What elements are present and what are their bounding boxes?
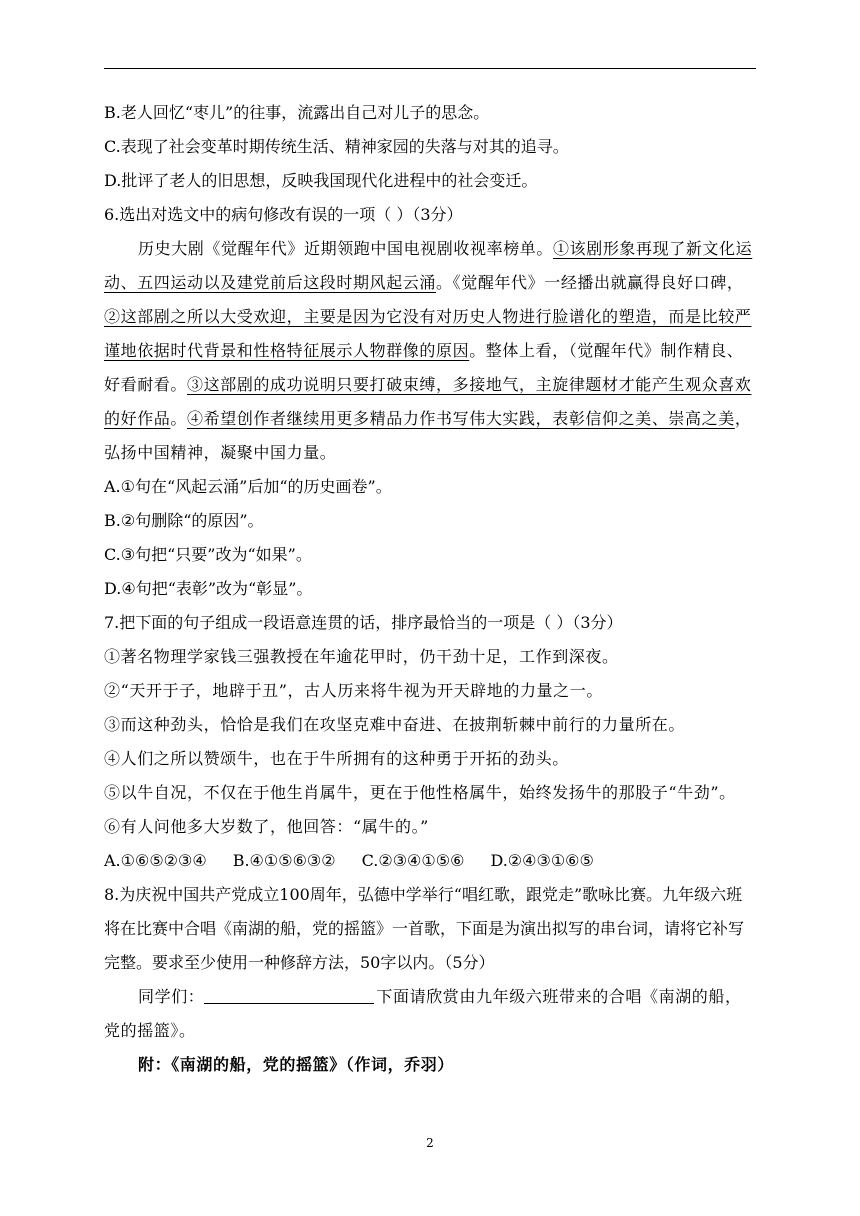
q6-option-c: C.③句把“只要”改为“如果”。 xyxy=(104,545,312,564)
q8-fill-line xyxy=(104,980,756,1048)
sentence-2: ②这部剧之所以大受欢迎，主要是因为它没有对历史人物进行脸谱化的塑造，而是比较严谨地依据时代背景和性格特征展示人物群像的原因 xyxy=(104,307,752,360)
q7-option-a: A.①⑥⑤②③④ xyxy=(104,851,207,870)
q8-suffix: 下面请欣赏由九年级六班带来的合唱《南湖的船，党的摇篮》。 xyxy=(104,987,742,1040)
passage-text: ，弘扬中国精神，凝聚中国力量。 xyxy=(104,409,752,462)
sentence-1: ①该剧形象再现了新文化运动、五四运动以及建党前后这段时期风起云涌 xyxy=(104,239,753,292)
q7-sentence-4: ④人们之所以赞颂牛，也在于牛所拥有的这种勇于开拓的劲头。 xyxy=(104,749,569,768)
document-body xyxy=(104,96,756,1082)
q7-sentence-1: ①著名物理学家钱三强教授在年逾花甲时，仍干劲十足，工作到深夜。 xyxy=(104,647,619,666)
answer-blank[interactable] xyxy=(204,985,374,1004)
q6-stem: 6.选出对选文中的病句修改有误的一项（ ）（3分） xyxy=(104,205,463,224)
q7-sentence-6: ⑥有人问他多大岁数了，他回答：“属牛的。” xyxy=(104,817,429,836)
q6-option-a: A.①句在“风起云涌”后加“的历史画卷”。 xyxy=(104,477,392,496)
passage-text: 历史大剧《觉醒年代》近期领跑中国电视剧收视率榜单。 xyxy=(138,239,554,258)
q6-option-d: D.④句把“表彰”改为“彰显”。 xyxy=(104,579,313,598)
q6-option-b: B.②句删除“的原因”。 xyxy=(104,511,264,530)
q7-sentence-3: ③而这种劲头，恰恰是我们在攻坚克难中奋进、在披荆斩棘中前行的力量所在。 xyxy=(104,715,686,734)
q6-passage xyxy=(104,232,756,470)
q7-sentence-5: ⑤以牛自况，不仅在于他生肖属牛，更在于他性格属牛，始终发扬牛的那股子“牛劲”。 xyxy=(104,783,736,802)
q5-option-b: B.老人回忆“枣儿”的往事，流露出自己对儿子的思念。 xyxy=(104,103,490,122)
q7-sentence-2: ②“天开于子，地辟于丑”，古人历来将牛视为开天辟地的力量之一。 xyxy=(104,681,603,700)
header-rule xyxy=(104,68,756,69)
passage-text: 。 xyxy=(170,409,188,428)
sentence-4: ④希望创作者继续用更多精品力作书写伟大实践，表彰信仰之美、崇高之美 xyxy=(187,409,735,428)
q7-options xyxy=(104,844,756,878)
q8-prefix: 同学们： xyxy=(138,987,205,1006)
q5-option-c: C.表现了社会变革时期传统生活、精神家园的失落与对其的追寻。 xyxy=(104,137,569,156)
sentence-3: ③这部剧的成功说明只要打破束缚，多接地气，主旋律题材才能产生观众喜欢的好作品 xyxy=(104,375,752,428)
q8-appendix: 附：《南湖的船，党的摇篮》（作词，乔羽） xyxy=(138,1055,455,1074)
passage-text: 。整体上看，（觉醒年代》制作精良、好看耐看。 xyxy=(104,341,744,394)
q7-stem: 7.把下面的句子组成一段语意连贯的话，排序最恰当的一项是（ ）（3分） xyxy=(104,613,623,632)
q7-option-c: C.②③④①⑤⑥ xyxy=(361,851,465,870)
q7-option-b: B.④①⑤⑥③② xyxy=(232,851,336,870)
q5-option-d: D.批评了老人的旧思想，反映我国现代化进程中的社会变迁。 xyxy=(104,171,538,190)
page-number: 2 xyxy=(426,1136,434,1150)
passage-text: 。《觉醒年代》一经播出就赢得良好口碑， xyxy=(436,273,744,292)
q7-option-d: D.②④③①⑥⑤ xyxy=(490,851,594,870)
q8-stem: 8.为庆祝中国共产党成立100周年，弘德中学举行“唱红歌，跟党走”歌咏比赛。九年级六班将在比赛中合唱《南湖的船，党的摇篮》一首歌，下面是为演出拟写的串台词，请将它补写完整。要求至少使用一种修辞方法，50字以内。（5分） xyxy=(104,885,745,972)
